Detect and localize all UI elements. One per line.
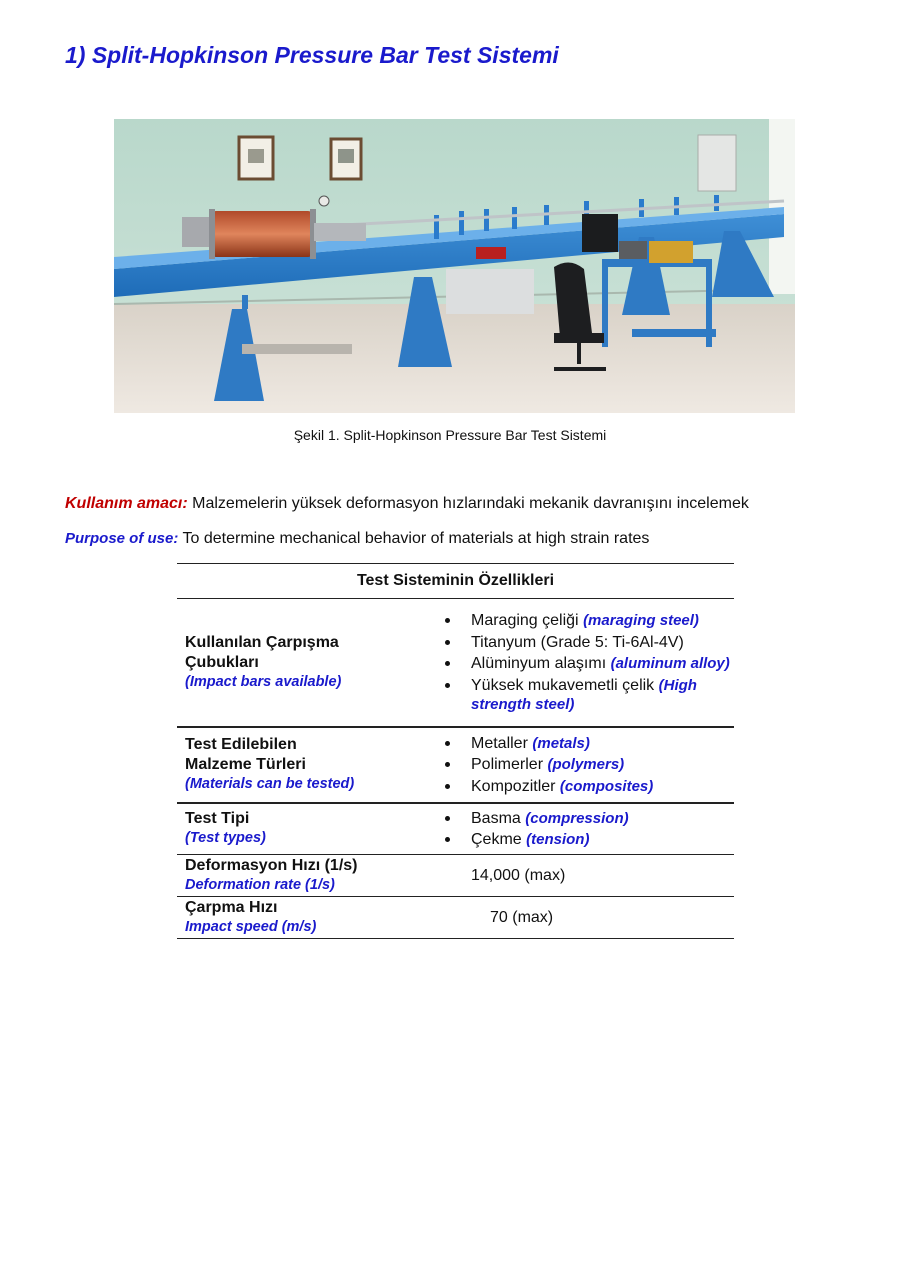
list-item: Kompozitler (composites) [441,777,734,796]
list-item: Alüminyum alaşımı (aluminum alloy) [441,654,734,673]
list-item: Polimerler (polymers) [441,755,734,774]
list-item: Maraging çeliği (maraging steel) [441,611,734,630]
row-value-cell [435,599,734,727]
table-row [177,599,734,727]
table-header: Test Sisteminin Özellikleri [177,564,734,599]
table-row [177,897,734,939]
table-row [177,727,734,803]
row-label-en: (Impact bars available) [185,673,342,690]
table-row [177,855,734,897]
row-label-cell [177,803,435,855]
row-value: 70 (max) [435,897,734,939]
purpose-en-text: To determine mechanical behavior of materials at high strain rates [178,530,650,547]
row-label-cell [177,599,435,727]
test-system-photo [114,119,795,413]
row-label-en: Deformation rate (1/s) [185,877,335,893]
page-title: 1) Split-Hopkinson Pressure Bar Test Sistemi [65,42,559,68]
row-label-en: (Materials can be tested) [185,776,355,792]
purpose-tr [65,495,749,513]
list-item: Yüksek mukavemetli çelik (High strength steel) [441,676,734,714]
list-item: Metaller (metals) [441,734,734,753]
row-label-cell [177,855,435,897]
bullet-list [441,734,734,796]
purpose-tr-label: Kullanım amacı: [65,495,188,512]
list-item: Basma (compression) [441,809,734,828]
row-label-cell [177,897,435,939]
list-item: Titanyum (Grade 5: Ti-6Al-4V) [441,633,734,652]
row-value-cell [435,803,734,855]
row-label: Çarpma Hızı [185,899,278,916]
row-label: Test Tipi [185,810,250,828]
row-label: Kullanılan Çarpışma Çubukları [185,633,339,671]
purpose-en-label: Purpose of use: [65,530,179,547]
purpose-tr-text: Malzemelerin yüksek deformasyon hızlarındaki mekanik davranışını incelemek [187,495,749,512]
bullet-list [441,809,734,850]
row-label-cell [177,727,435,803]
purpose-en [65,530,649,548]
list-item: Çekme (tension) [441,830,734,849]
figure-caption: Şekil 1. Split-Hopkinson Pressure Bar Test Sistemi [293,427,607,443]
row-value: 14,000 (max) [435,855,734,897]
spec-table [177,563,734,939]
row-value-cell [435,727,734,803]
row-label-en: Impact speed (m/s) [185,919,317,935]
table-row [177,803,734,855]
row-label: Deformasyon Hızı (1/s) [185,857,358,874]
row-label: Test Edilebilen Malzeme Türleri [185,736,306,773]
bullet-list [441,611,734,714]
row-label-en: (Test types) [185,830,266,847]
